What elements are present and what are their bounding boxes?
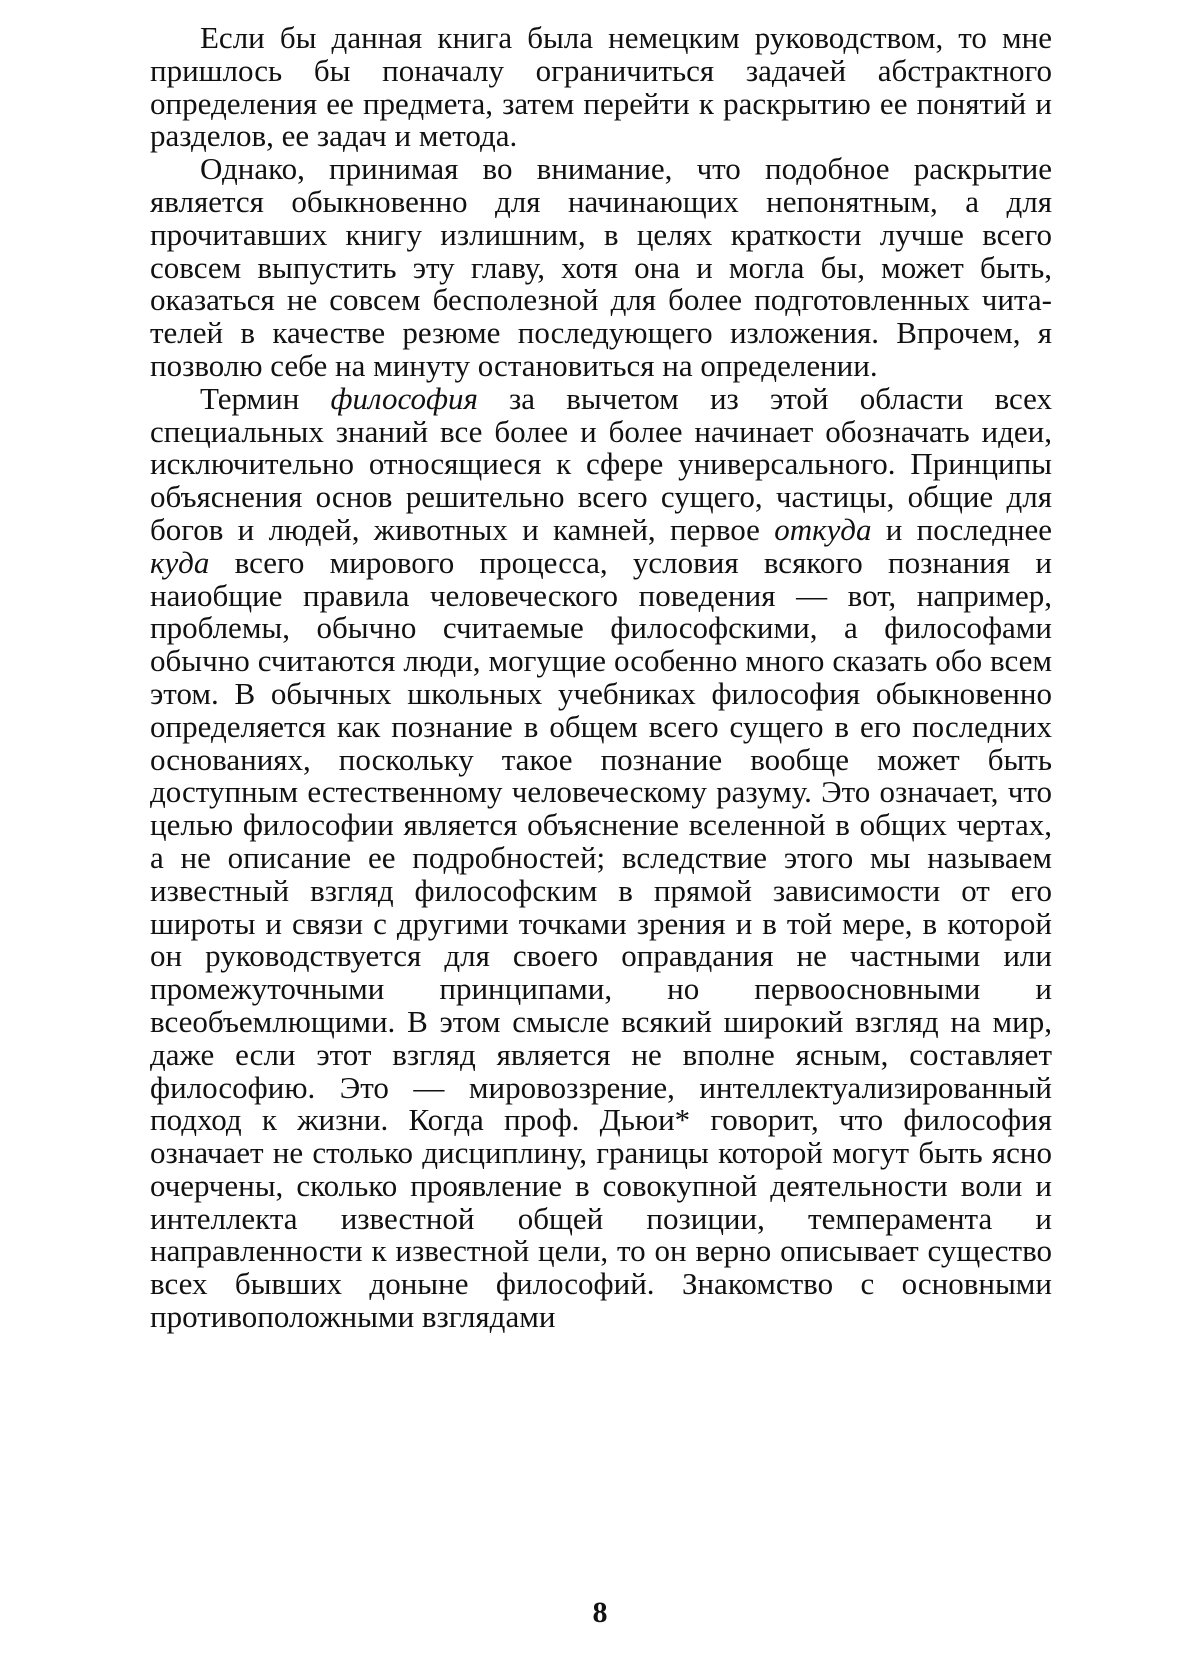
text-run: и последнее xyxy=(871,511,1052,547)
text-run: всего мирового процесса, условия всякого познания и наиобщие правила человеческого поведения — вот, например, проблемы, обычно считаемые философскими, а философами обычно считаются люди, могущие особенно много сказать обо всем этом. В обычных школьных учебниках философия обыкновенно определяется как познание в общем всего сущего в его последних основаниях, поскольку такое познание вообще может быть доступным естественному человеческому разуму. Это означает, что целью философии является объяснение вселенной в общих чертах, а не описание ее подробностей; вследствие этого мы называем известный взгляд философским в прямой зависимости от его широты и связи с другими точками зрения и в той мере, в которой он руководствуется для своего оправдания не частными или промежуточными принципами, но первоосновными и всеобъемлющими. В этом смысле всякий широкий взгляд на мир, даже если этот взгляд является не вполне ясным, составляет философию. Это — мировоззрение, интеллектуализированный подход к жизни. Когда проф. Дьюи* говорит, что философия означает не столько дисциплину, границы которой могут быть ясно очерчены, сколько проявление в совокупной деятельности воли и интеллекта известной общей позиции, темперамента и направленности к известной цели, то он верно описывает существо всех бывших доныне философий. Знакомство с основными противоположными взглядами xyxy=(150,544,1052,1335)
text-run: Если бы данная книга была немецким руководством, то мне пришлось бы поначалу ограничиться задачей абстрактного определения ее предмета, затем перейти к раскрытию ее понятий и разделов, ее задач и метода. xyxy=(150,20,1052,154)
italic-term: философия xyxy=(330,380,478,416)
text-run: Термин xyxy=(200,380,331,416)
italic-term: куда xyxy=(150,544,210,580)
paragraph-3 xyxy=(150,380,1052,1335)
text-run: за вычетом из этой области всех специальных знаний все более и более начинает обозначать идеи, исключительно относящиеся к сфере универсального. Принципы объяснения основ решительно всего сущего, частицы, общие для богов и людей, животных и камней, первое xyxy=(150,380,1052,547)
italic-term: откуда xyxy=(774,511,872,547)
text-run: Однако, принимая во внимание, что подобное раскрытие является обыкновенно для начинающих непонятным, а для прочитавших книгу излишним, в целях краткости лучше всего совсем выпустить эту главу, хотя она и могла бы, может быть, оказаться не совсем бесполезной для более подготовленных читателей в качестве резюме последующего изложения. Впрочем, я позволю себе на минуту остановиться на определении. xyxy=(150,151,1052,383)
page-number: 8 xyxy=(592,1596,608,1629)
paragraph-2 xyxy=(150,153,1052,383)
paragraph-1 xyxy=(150,22,1052,153)
page-body xyxy=(150,22,1052,1334)
